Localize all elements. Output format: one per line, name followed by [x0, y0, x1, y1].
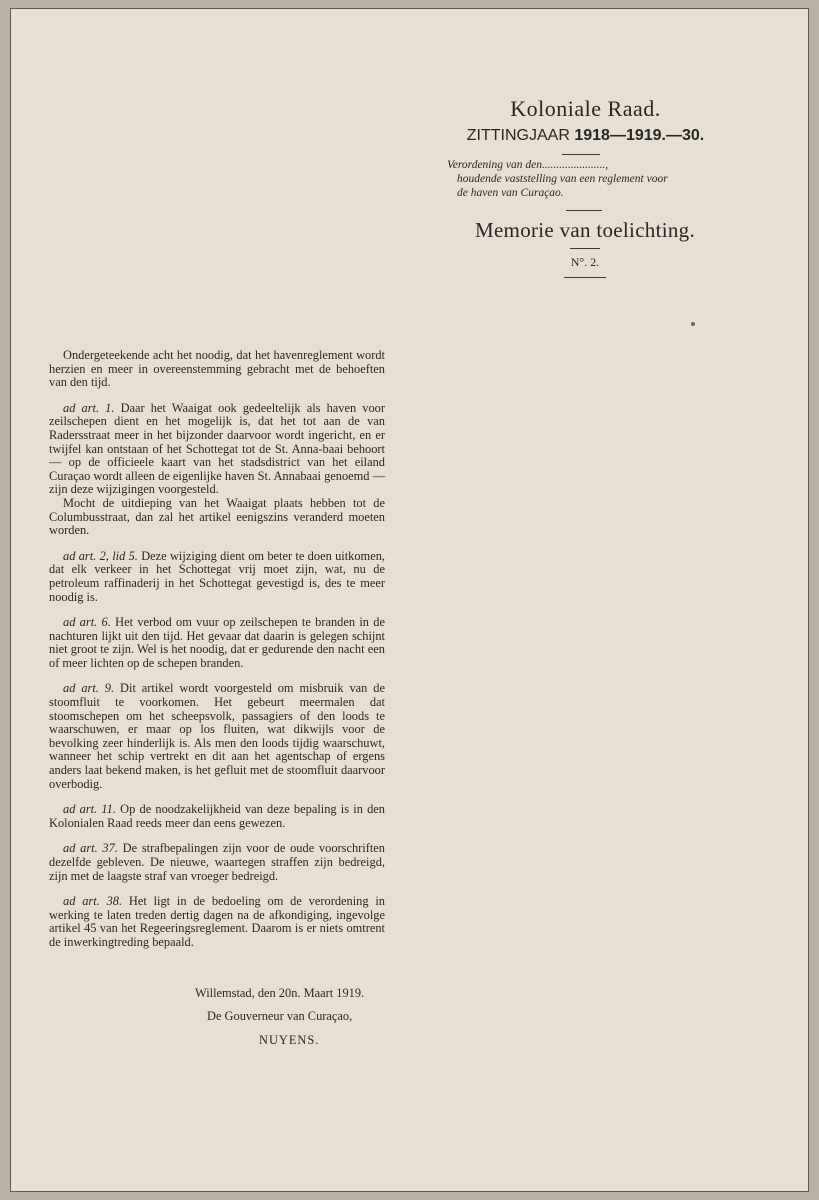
- paragraph-text: Het verbod om vuur op zeilschepen te branden in de nachturen lijkt uit den tijd. Het gevaar dat daarin is gelegen schijnt niet groot te zijn. Wel is het noodig, dat er gedurende den nacht een of meer lichten op de schepen branden.: [49, 615, 385, 670]
- paragraph-art-37: [49, 842, 385, 883]
- ordinance-line-3: de haven van Curaçao.: [457, 187, 564, 199]
- divider-2: [566, 210, 602, 211]
- signature-office: De Gouverneur van Curaçao,: [207, 1009, 353, 1023]
- council-title: Koloniale Raad.: [510, 96, 661, 121]
- article-ref: ad art. 9.: [63, 681, 115, 696]
- session-year: [463, 127, 708, 145]
- article-ref: ad art. 38.: [63, 894, 123, 909]
- paragraph-text: Dit artikel wordt voorgesteld om misbruik van de stoomfluit te voorkomen. Het gebeurt meermalen dat stoomschepen om het scheepsvolk, passagiers of den loods te waarschuwen, er maar op los fluiten, wat dikwijls voor de bevolking zeer hinderlijk is. Als men den loods tijdig waarschuwt, wanneer het schip vertrekt en dit aan het agentschap of ergens anders laat bekend maken, is het gefluit met de stoomfluit daarvoor overbodig.: [49, 681, 385, 791]
- ordinance-description: [447, 158, 727, 200]
- explanatory-text: [49, 349, 385, 962]
- article-ref: ad art. 6.: [63, 615, 111, 630]
- document-number: N°. 2.: [570, 255, 600, 269]
- paragraph-art-38: [49, 895, 385, 949]
- paper-speck: [691, 322, 695, 326]
- article-ref: ad art. 11.: [63, 802, 116, 817]
- divider-3: [570, 248, 600, 249]
- paragraph-text: Op de noodzakelijkheid van deze bepaling is in den Kolonialen Raad reeds meer dan eens gewezen.: [49, 802, 386, 830]
- paragraph-art-1: [49, 402, 385, 497]
- paragraph-art-1-continued: [49, 497, 385, 538]
- intro-paragraph: Ondergeteekende acht het noodig, dat het havenreglement wordt herzien en meer in overeenstemming gebracht met de behoeften van den tijd.: [49, 348, 385, 390]
- article-ref: ad art. 2, lid 5.: [63, 548, 138, 563]
- article-ref: ad art. 1.: [63, 400, 115, 415]
- divider-1: [562, 154, 600, 155]
- paragraph-text: Deze wijziging dient om beter te doen uitkomen, dat elk verkeer in het Schottegat vrij moet zijn, wat, nu de petroleum raffinaderij in het Schottegat gevestigd is, des te meer noodig is.: [49, 548, 385, 604]
- paragraph-art-2: [49, 550, 385, 604]
- divider-4: [564, 277, 606, 278]
- paragraph-text: Daar het Waaigat ook gedeeltelijk als haven voor zeilschepen dient en het mogelijk is, dat het tot aan de van Radersstraat meer in het bijzonder daarvoor wordt ingericht, en er twijfel kan ontstaan of het Schottegat tot de St. Anna-baai behoort — op de officieele kaart van het stadsdistrict van het eiland Curaçao wordt alleen de eigenlijke haven St. Annabaai genoemd — zijn deze wijzigingen voorgesteld.: [49, 400, 385, 497]
- article-ref: ad art. 37.: [63, 841, 118, 856]
- paragraph-text: De strafbepalingen zijn voor de oude voorschriften dezelfde gebleven. De nieuwe, waartegen straffen zijn bedreigd, zijn met de laagste straf van vroeger bedreigd.: [49, 841, 385, 883]
- paragraph-text: Het ligt in de bedoeling om de verordening in werking te laten treden dertig dagen na de afkondiging, ingevolge artikel 45 van het Regeeringsreglement. Daarom is er niets omtrent de inwerkingtreding bepaald.: [49, 894, 385, 949]
- paragraph-art-6: [49, 616, 385, 670]
- paragraph-text: Mocht de uitdieping van het Waaigat plaats hebben tot de Columbusstraat, dan zal het artikel eenigszins veranderd moeten worden.: [49, 495, 385, 538]
- session-prefix: ZITTINGJAAR: [466, 127, 575, 144]
- ordinance-line-2: houdende vaststelling van een reglement voor: [457, 173, 668, 185]
- signature-place-date: Willemstad, den 20n. Maart 1919.: [195, 986, 365, 1000]
- session-number: 1918—1919.—30.: [574, 127, 705, 144]
- signature-name: NUYENS.: [259, 1033, 320, 1047]
- paragraph-art-9: [49, 682, 385, 791]
- memorie-title: Memorie van toelichting.: [474, 218, 696, 242]
- ordinance-line-1: Verordening van den......................,: [447, 159, 609, 171]
- paragraph-art-11: [49, 803, 385, 830]
